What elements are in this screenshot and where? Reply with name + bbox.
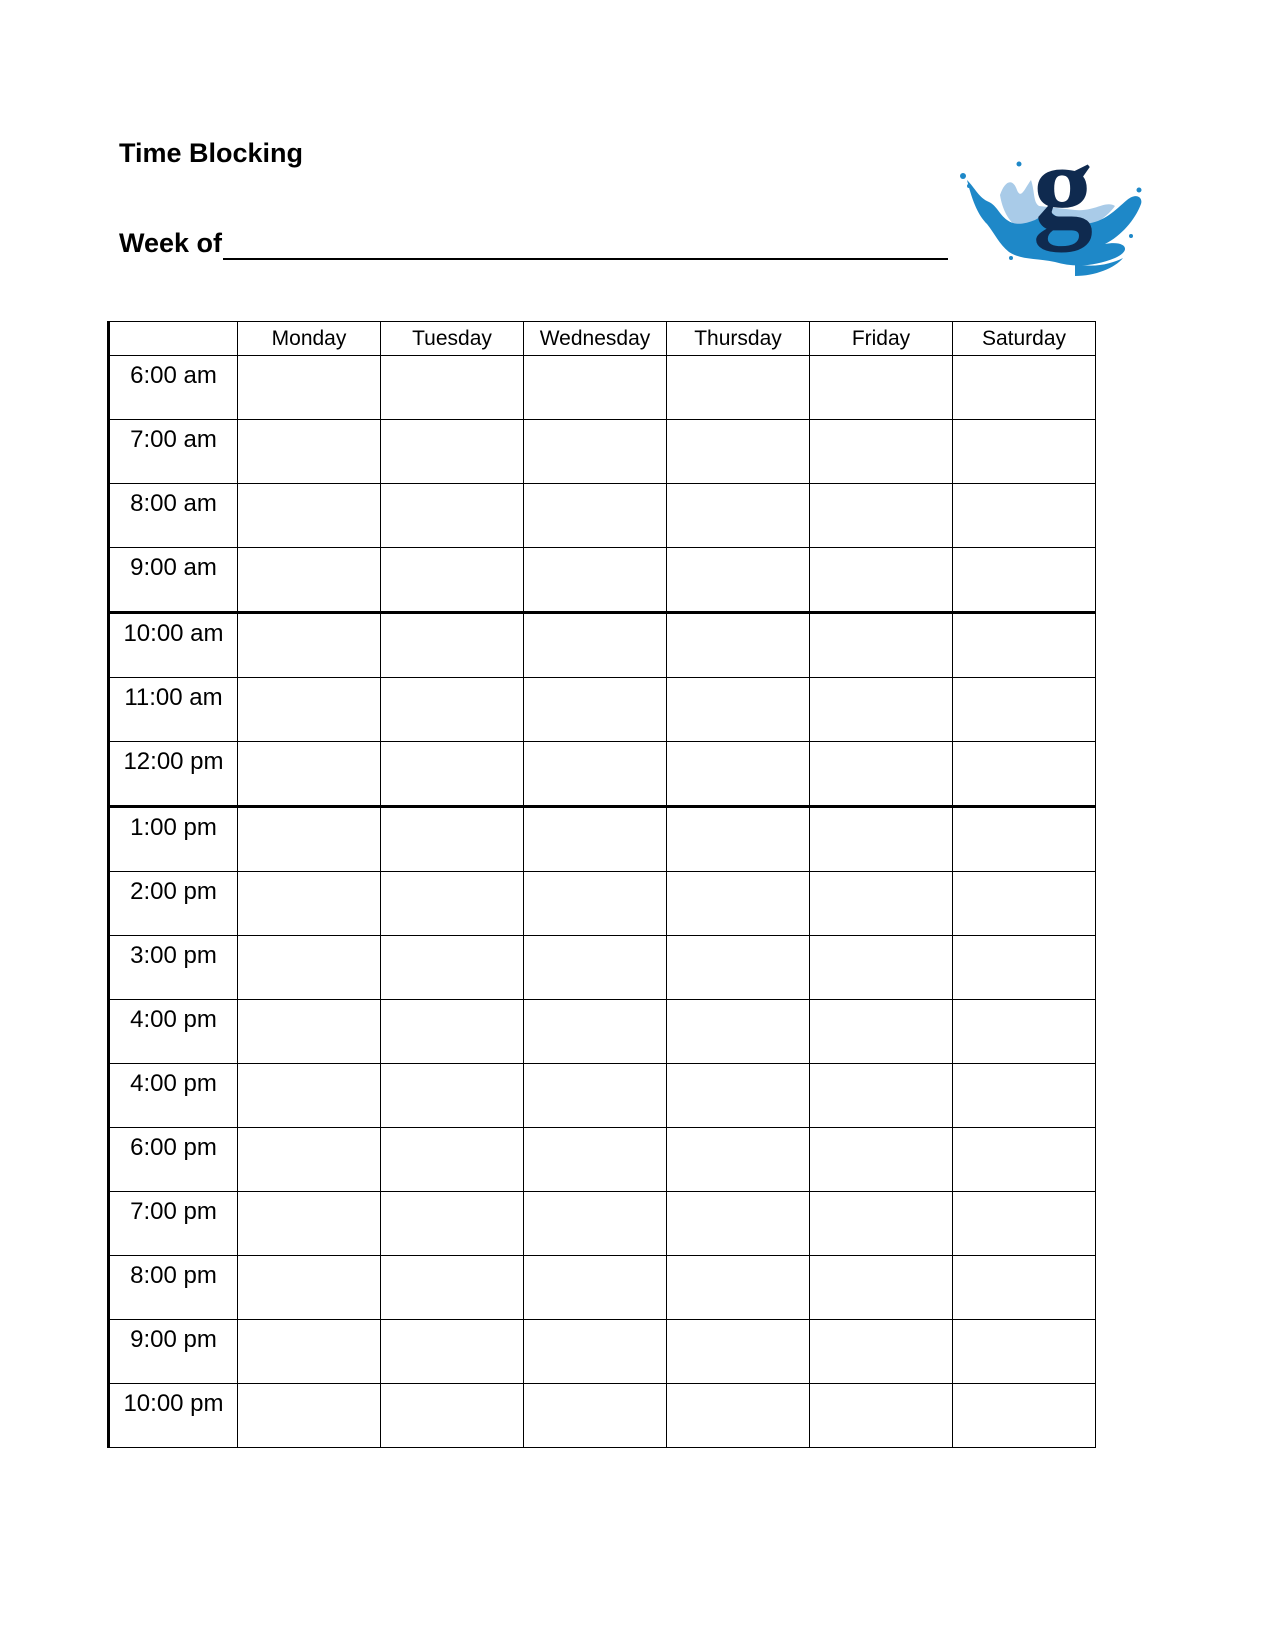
schedule-cell[interactable] [953,1320,1096,1384]
time-row [109,872,1096,936]
schedule-cell[interactable] [524,420,667,484]
schedule-cell[interactable] [953,484,1096,548]
schedule-cell[interactable] [810,420,953,484]
day-header-tuesday: Tuesday [381,322,524,356]
schedule-cell[interactable] [667,1320,810,1384]
time-row [109,356,1096,420]
schedule-cell[interactable] [524,807,667,872]
day-header-friday: Friday [810,322,953,356]
time-label: 7:00 am [109,420,238,484]
schedule-cell[interactable] [810,742,953,807]
time-row [109,1320,1096,1384]
schedule-body [109,356,1096,1448]
schedule-cell[interactable] [238,678,381,742]
schedule-cell[interactable] [953,613,1096,678]
page-title: Time Blocking [119,138,304,168]
schedule-cell[interactable] [953,807,1096,872]
schedule-cell[interactable] [667,872,810,936]
day-header-monday: Monday [238,322,381,356]
schedule-cell[interactable] [667,1064,810,1128]
schedule-cell[interactable] [667,1128,810,1192]
schedule-cell[interactable] [381,1128,524,1192]
schedule-cell[interactable] [953,548,1096,613]
schedule-cell[interactable] [524,1128,667,1192]
schedule-cell[interactable] [667,936,810,1000]
time-label: 9:00 am [109,548,238,613]
time-label: 10:00 pm [109,1384,238,1448]
schedule-cell[interactable] [667,1192,810,1256]
schedule-cell[interactable] [953,1000,1096,1064]
schedule-cell[interactable] [381,1000,524,1064]
schedule-cell[interactable] [524,613,667,678]
schedule-cell[interactable] [953,1128,1096,1192]
time-label: 7:00 pm [109,1192,238,1256]
schedule-cell[interactable] [381,356,524,420]
week-of-row [119,230,948,257]
logo-drop [967,184,971,188]
schedule-cell[interactable] [810,678,953,742]
schedule-cell[interactable] [524,1384,667,1448]
schedule-cell[interactable] [381,807,524,872]
day-header-row [109,322,1096,356]
schedule-cell[interactable] [810,1320,953,1384]
schedule-cell[interactable] [810,1256,953,1320]
schedule-cell[interactable] [238,1064,381,1128]
schedule-cell[interactable] [667,1000,810,1064]
schedule-cell[interactable] [810,936,953,1000]
schedule-cell[interactable] [238,1320,381,1384]
time-row [109,1128,1096,1192]
corner-cell [109,322,238,356]
schedule-cell[interactable] [524,484,667,548]
logo-drop [1017,162,1022,167]
schedule-cell[interactable] [524,742,667,807]
schedule-cell[interactable] [953,872,1096,936]
schedule-cell[interactable] [381,1320,524,1384]
schedule-cell[interactable] [238,936,381,1000]
schedule-cell[interactable] [667,678,810,742]
time-row [109,742,1096,807]
schedule-cell[interactable] [667,1256,810,1320]
schedule-cell[interactable] [524,678,667,742]
schedule-cell[interactable] [381,936,524,1000]
logo-splash-g [955,140,1150,290]
schedule-cell[interactable] [524,936,667,1000]
schedule-cell[interactable] [238,484,381,548]
schedule-cell[interactable] [667,613,810,678]
schedule-cell[interactable] [238,1192,381,1256]
schedule-cell[interactable] [238,807,381,872]
schedule-cell[interactable] [810,1000,953,1064]
schedule-cell[interactable] [524,356,667,420]
schedule-cell[interactable] [238,1000,381,1064]
schedule-cell[interactable] [381,548,524,613]
day-header-saturday: Saturday [953,322,1096,356]
time-label: 9:00 pm [109,1320,238,1384]
schedule-cell[interactable] [810,1192,953,1256]
logo-drop [960,173,966,179]
time-label: 8:00 pm [109,1256,238,1320]
schedule-cell[interactable] [810,613,953,678]
schedule-cell[interactable] [953,1192,1096,1256]
schedule-cell[interactable] [381,420,524,484]
time-row [109,678,1096,742]
schedule-cell[interactable] [238,742,381,807]
schedule-cell[interactable] [381,872,524,936]
time-label: 6:00 pm [109,1128,238,1192]
time-label: 11:00 am [109,678,238,742]
day-header-wednesday: Wednesday [524,322,667,356]
time-blocking-table [107,321,1096,1448]
time-label: 10:00 am [109,613,238,678]
time-row [109,1000,1096,1064]
schedule-cell[interactable] [238,872,381,936]
logo-drop [1129,234,1133,238]
schedule-cell[interactable] [667,548,810,613]
schedule-cell[interactable] [810,1384,953,1448]
schedule-cell[interactable] [667,420,810,484]
schedule-cell[interactable] [238,1128,381,1192]
schedule-cell[interactable] [381,1384,524,1448]
schedule-cell[interactable] [238,613,381,678]
schedule-cell[interactable] [953,1384,1096,1448]
time-label: 8:00 am [109,484,238,548]
logo-drop [1137,188,1142,193]
time-row [109,548,1096,613]
time-label: 4:00 pm [109,1064,238,1128]
time-row [109,484,1096,548]
time-label: 1:00 pm [109,807,238,872]
time-label: 3:00 pm [109,936,238,1000]
schedule-cell[interactable] [524,1000,667,1064]
schedule-cell[interactable] [238,356,381,420]
week-of-label: Week of [119,228,223,258]
time-label: 2:00 pm [109,872,238,936]
time-label: 4:00 pm [109,1000,238,1064]
schedule-cell[interactable] [953,1064,1096,1128]
schedule-cell[interactable] [953,356,1096,420]
logo-drop [1009,256,1013,260]
schedule-cell[interactable] [524,872,667,936]
schedule-cell[interactable] [238,548,381,613]
schedule-cell[interactable] [953,1256,1096,1320]
schedule-cell[interactable] [381,1256,524,1320]
time-row [109,1384,1096,1448]
schedule-cell[interactable] [381,742,524,807]
schedule-cell[interactable] [810,484,953,548]
schedule-cell[interactable] [381,484,524,548]
logo-letter: g [1033,140,1093,252]
schedule-cell[interactable] [810,872,953,936]
schedule-cell[interactable] [381,678,524,742]
schedule-cell[interactable] [667,356,810,420]
time-row [109,420,1096,484]
schedule-cell[interactable] [667,1384,810,1448]
schedule-cell[interactable] [810,548,953,613]
schedule-cell[interactable] [953,936,1096,1000]
schedule-cell[interactable] [667,807,810,872]
schedule-cell[interactable] [810,807,953,872]
time-label: 12:00 pm [109,742,238,807]
schedule-cell[interactable] [238,1256,381,1320]
schedule-cell[interactable] [810,356,953,420]
schedule-cell[interactable] [524,1256,667,1320]
schedule-cell[interactable] [667,742,810,807]
schedule-cell[interactable] [953,420,1096,484]
schedule-cell[interactable] [381,1064,524,1128]
time-row [109,1256,1096,1320]
week-of-input-line[interactable] [223,258,948,260]
time-row [109,936,1096,1000]
schedule-cell[interactable] [238,1384,381,1448]
schedule-cell[interactable] [381,613,524,678]
schedule-cell[interactable] [524,1192,667,1256]
schedule-cell[interactable] [667,484,810,548]
time-row [109,1064,1096,1128]
time-row [109,613,1096,678]
schedule-cell[interactable] [238,420,381,484]
schedule-cell[interactable] [810,1128,953,1192]
schedule-cell[interactable] [810,1064,953,1128]
schedule-cell[interactable] [381,1192,524,1256]
schedule-cell[interactable] [524,1064,667,1128]
day-header-thursday: Thursday [667,322,810,356]
schedule-cell[interactable] [524,1320,667,1384]
schedule-cell[interactable] [524,548,667,613]
time-label: 6:00 am [109,356,238,420]
time-row [109,807,1096,872]
time-row [109,1192,1096,1256]
schedule-cell[interactable] [953,742,1096,807]
schedule-cell[interactable] [953,678,1096,742]
